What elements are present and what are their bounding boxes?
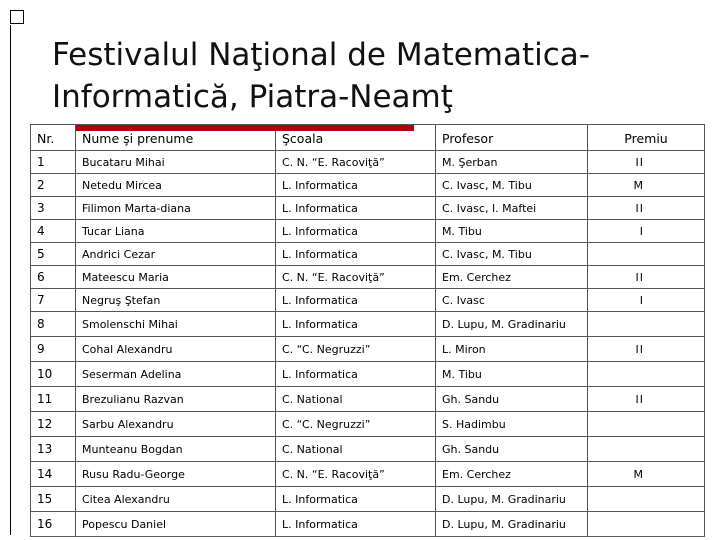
cell-premiu bbox=[588, 512, 705, 537]
cell-scoala: L. Informatica bbox=[276, 289, 436, 312]
cell-nr: 9 bbox=[31, 337, 76, 362]
table-row bbox=[31, 437, 705, 462]
cell-scoala: C. National bbox=[276, 437, 436, 462]
cell-profesor: C. Ivasc bbox=[436, 289, 588, 312]
cell-scoala: C. “C. Negruzzi” bbox=[276, 337, 436, 362]
cell-premiu bbox=[588, 243, 705, 266]
header-premiu: Premiu bbox=[588, 125, 705, 151]
cell-scoala: L. Informatica bbox=[276, 243, 436, 266]
cell-premiu: II bbox=[588, 337, 705, 362]
header-profesor: Profesor bbox=[436, 125, 588, 151]
cell-scoala: L. Informatica bbox=[276, 312, 436, 337]
results-table bbox=[30, 124, 705, 537]
table-row bbox=[31, 266, 705, 289]
cell-profesor: C. Ivasc, M. Tibu bbox=[436, 243, 588, 266]
table-row bbox=[31, 312, 705, 337]
table-row bbox=[31, 412, 705, 437]
cell-scoala: L. Informatica bbox=[276, 362, 436, 387]
cell-nr: 4 bbox=[31, 220, 76, 243]
cell-premiu bbox=[588, 487, 705, 512]
cell-profesor: D. Lupu, M. Gradinariu bbox=[436, 312, 588, 337]
page-title bbox=[52, 34, 712, 118]
cell-nr: 12 bbox=[31, 412, 76, 437]
cell-nume: Brezulianu Razvan bbox=[76, 387, 276, 412]
cell-profesor: D. Lupu, M. Gradinariu bbox=[436, 487, 588, 512]
table-row bbox=[31, 487, 705, 512]
cell-profesor: Em. Cerchez bbox=[436, 462, 588, 487]
cell-nume: Andrici Cezar bbox=[76, 243, 276, 266]
cell-nr: 14 bbox=[31, 462, 76, 487]
cell-nume: Bucataru Mihai bbox=[76, 151, 276, 174]
cell-scoala: L. Informatica bbox=[276, 487, 436, 512]
cell-premiu bbox=[588, 362, 705, 387]
table-row bbox=[31, 387, 705, 412]
cell-profesor: M. Tibu bbox=[436, 362, 588, 387]
header-nr: Nr. bbox=[31, 125, 76, 151]
cell-premiu: II bbox=[588, 266, 705, 289]
cell-nume: Negruş Ştefan bbox=[76, 289, 276, 312]
cell-premiu bbox=[588, 412, 705, 437]
cell-nume: Filimon Marta-diana bbox=[76, 197, 276, 220]
cell-nume: Cohal Alexandru bbox=[76, 337, 276, 362]
cell-scoala: L. Informatica bbox=[276, 512, 436, 537]
cell-nume: Rusu Radu-George bbox=[76, 462, 276, 487]
header-nume: Nume şi prenume bbox=[76, 125, 276, 151]
cell-premiu: II bbox=[588, 151, 705, 174]
table-row bbox=[31, 289, 705, 312]
cell-nr: 8 bbox=[31, 312, 76, 337]
cell-nume: Tucar Liana bbox=[76, 220, 276, 243]
header-scoala: Şcoala bbox=[276, 125, 436, 151]
cell-premiu: M bbox=[588, 462, 705, 487]
cell-nr: 2 bbox=[31, 174, 76, 197]
cell-scoala: L. Informatica bbox=[276, 197, 436, 220]
cell-profesor: Em. Cerchez bbox=[436, 266, 588, 289]
table-row bbox=[31, 362, 705, 387]
cell-nume: Munteanu Bogdan bbox=[76, 437, 276, 462]
cell-nume: Popescu Daniel bbox=[76, 512, 276, 537]
cell-nr: 15 bbox=[31, 487, 76, 512]
cell-scoala: C. N. “E. Racoviţă” bbox=[276, 266, 436, 289]
cell-scoala: C. N. “E. Racoviţă” bbox=[276, 151, 436, 174]
table-row bbox=[31, 151, 705, 174]
page-title-line-2: Informatică, Piatra-Neamţ bbox=[52, 79, 453, 115]
cell-nr: 3 bbox=[31, 197, 76, 220]
cell-profesor: M. Şerban bbox=[436, 151, 588, 174]
slide-bullet-box bbox=[10, 10, 24, 24]
cell-profesor: Gh. Sandu bbox=[436, 437, 588, 462]
cell-scoala: C. “C. Negruzzi” bbox=[276, 412, 436, 437]
cell-nr: 6 bbox=[31, 266, 76, 289]
cell-nr: 7 bbox=[31, 289, 76, 312]
cell-premiu: II bbox=[588, 387, 705, 412]
cell-scoala: C. National bbox=[276, 387, 436, 412]
cell-premiu: II bbox=[588, 197, 705, 220]
cell-premiu bbox=[588, 437, 705, 462]
cell-nume: Mateescu Maria bbox=[76, 266, 276, 289]
cell-scoala: L. Informatica bbox=[276, 174, 436, 197]
table-row bbox=[31, 197, 705, 220]
cell-nr: 13 bbox=[31, 437, 76, 462]
cell-scoala: L. Informatica bbox=[276, 220, 436, 243]
cell-profesor: C. Ivasc, M. Tibu bbox=[436, 174, 588, 197]
cell-profesor: D. Lupu, M. Gradinariu bbox=[436, 512, 588, 537]
table-row bbox=[31, 512, 705, 537]
cell-nume: Citea Alexandru bbox=[76, 487, 276, 512]
cell-nume: Netedu Mircea bbox=[76, 174, 276, 197]
cell-nr: 11 bbox=[31, 387, 76, 412]
cell-nr: 5 bbox=[31, 243, 76, 266]
cell-nume: Smolenschi Mihai bbox=[76, 312, 276, 337]
cell-nr: 1 bbox=[31, 151, 76, 174]
cell-profesor: S. Hadimbu bbox=[436, 412, 588, 437]
cell-premiu: I bbox=[588, 220, 705, 243]
table-row bbox=[31, 243, 705, 266]
cell-scoala: C. N. “E. Racoviţă” bbox=[276, 462, 436, 487]
table-row bbox=[31, 174, 705, 197]
page-title-line-1: Festivalul Naţional de Matematica- bbox=[52, 37, 590, 73]
cell-profesor: Gh. Sandu bbox=[436, 387, 588, 412]
cell-nume: Seserman Adelina bbox=[76, 362, 276, 387]
cell-profesor: M. Tibu bbox=[436, 220, 588, 243]
title-underline-accent bbox=[76, 125, 414, 131]
cell-premiu: I bbox=[588, 289, 705, 312]
cell-nr: 10 bbox=[31, 362, 76, 387]
cell-premiu: M bbox=[588, 174, 705, 197]
table-row bbox=[31, 462, 705, 487]
cell-nume: Sarbu Alexandru bbox=[76, 412, 276, 437]
cell-profesor: L. Miron bbox=[436, 337, 588, 362]
table-row bbox=[31, 337, 705, 362]
table-row bbox=[31, 220, 705, 243]
cell-nr: 16 bbox=[31, 512, 76, 537]
cell-premiu bbox=[588, 312, 705, 337]
slide-left-rule bbox=[10, 25, 11, 535]
cell-profesor: C. Ivasc, I. Maftei bbox=[436, 197, 588, 220]
